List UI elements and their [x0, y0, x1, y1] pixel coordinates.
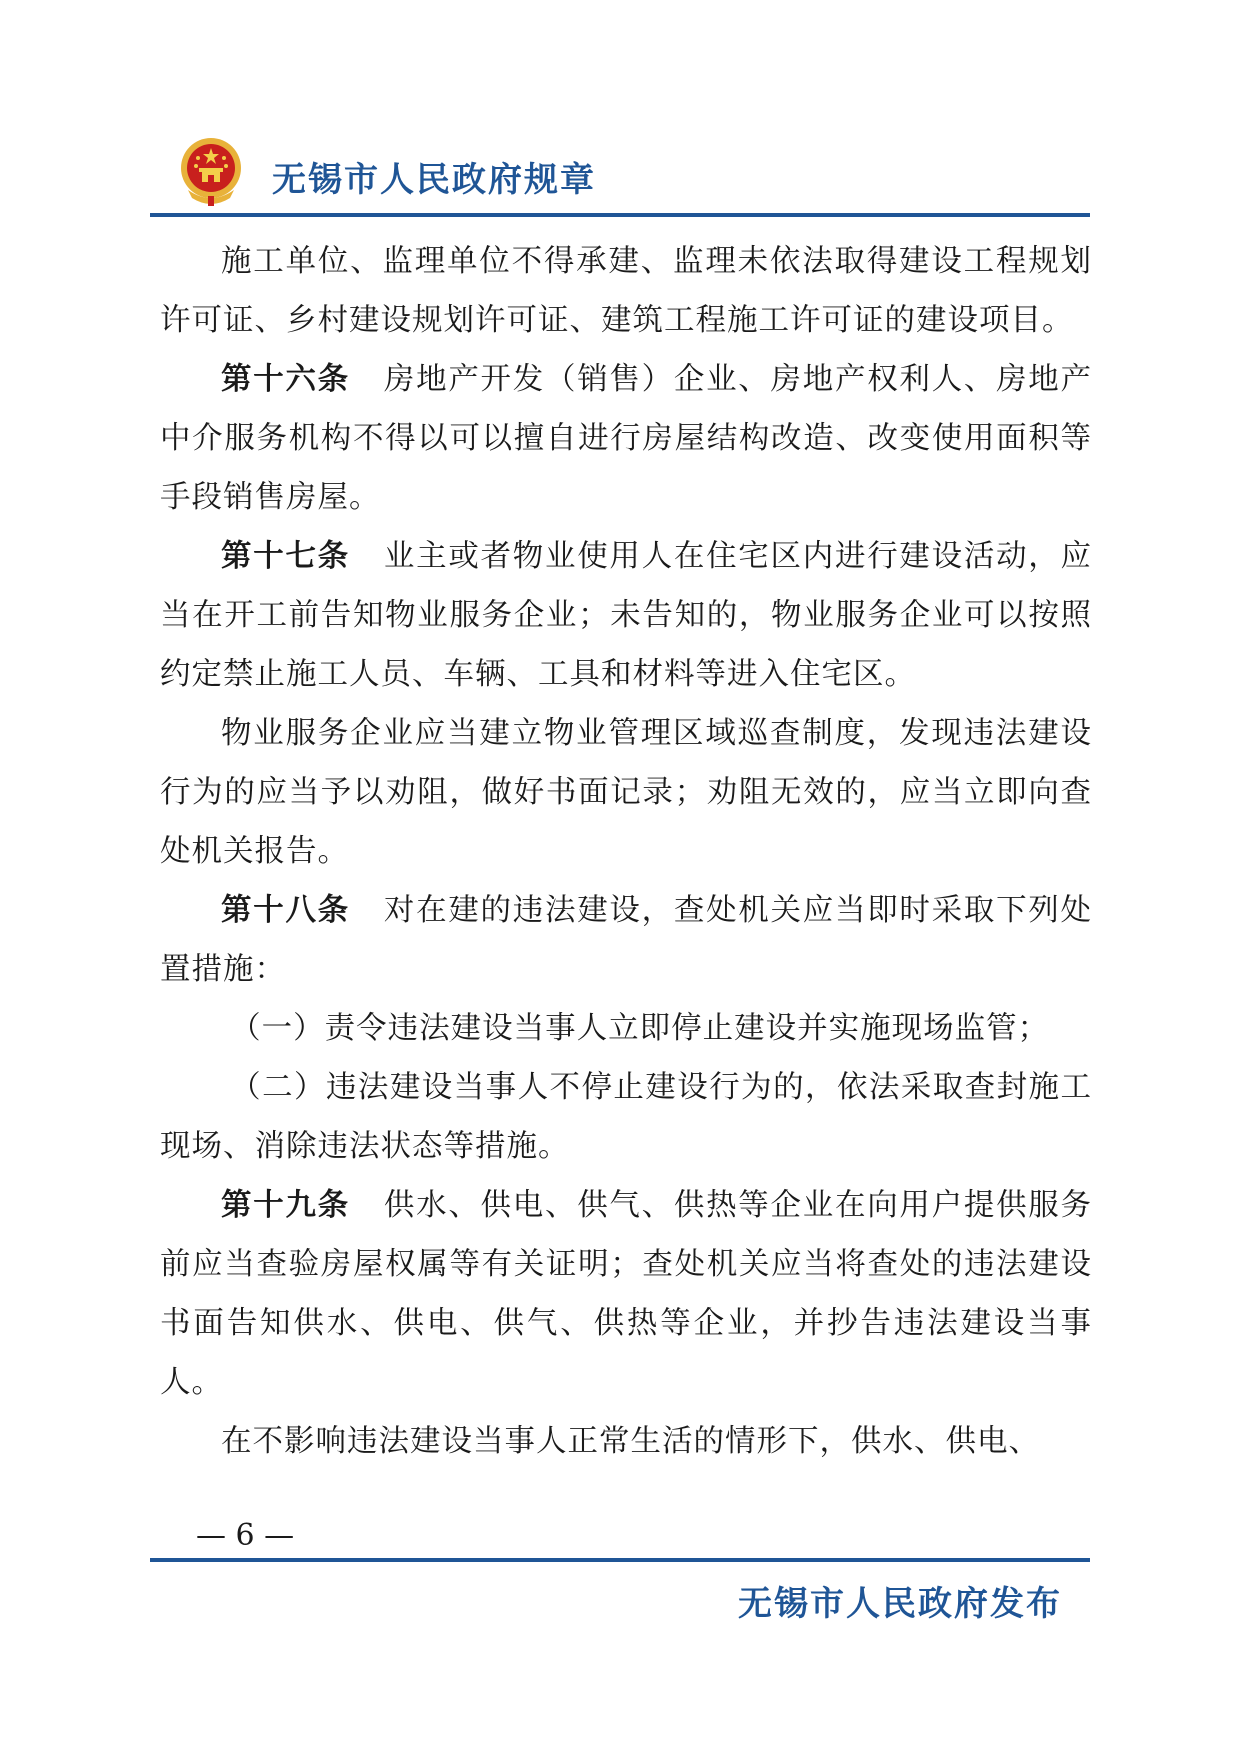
article-paragraph: [160, 350, 1092, 527]
article-number: 第十七条: [221, 539, 350, 574]
header-rule: [150, 213, 1090, 217]
paragraph-text: 对在建的违法建设，查处机关应当即时采取下列处置措施：: [160, 893, 1093, 987]
paragraph-text: （一）责令违法建设当事人立即停止建设并实施现场监管；: [230, 1011, 1050, 1046]
paragraph: [160, 704, 1092, 881]
page-header: [0, 0, 1241, 220]
paragraph: [160, 232, 1092, 350]
paragraph-text: 业主或者物业使用人在住宅区内进行建设活动，应当在开工前告知物业服务企业；未告知的，物业服务企业可以按照约定禁止施工人员、车辆、工具和材料等进入住宅区。: [160, 539, 1093, 692]
national-emblem-icon: [178, 136, 244, 208]
article-number: 第十六条: [221, 362, 350, 397]
list-item: [160, 1058, 1092, 1176]
paragraph-text: 施工单位、监理单位不得承建、监理未依法取得建设工程规划许可证、乡村建设规划许可证、建筑工程施工许可证的建设项目。: [160, 244, 1092, 338]
list-item: [160, 999, 1092, 1058]
paragraph-text: 在不影响违法建设当事人正常生活的情形下，供水、供电、: [221, 1424, 1040, 1459]
paragraph-text: 房地产开发（销售）企业、房地产权利人、房地产中介服务机构不得以可以擅自进行房屋结构改造、改变使用面积等手段销售房屋。: [160, 362, 1093, 515]
paragraph: [160, 1412, 1092, 1471]
article-paragraph: [160, 527, 1092, 704]
article-number: 第十九条: [221, 1188, 350, 1223]
article-number: 第十八条: [221, 893, 350, 928]
article-paragraph: [160, 881, 1092, 999]
paragraph-text: 物业服务企业应当建立物业管理区域巡查制度，发现违法建设行为的应当予以劝阻，做好书面记录；劝阻无效的，应当立即向查处机关报告。: [160, 716, 1092, 869]
page-number: — 6 —: [196, 1518, 295, 1553]
article-paragraph: [160, 1176, 1092, 1412]
footer-rule: [150, 1558, 1090, 1562]
paragraph-text: 供水、供电、供气、供热等企业在向用户提供服务前应当查验房屋权属等有关证明；查处机关应当将查处的违法建设书面告知供水、供电、供气、供热等企业，并抄告违法建设当事人。: [160, 1188, 1093, 1400]
paragraph-text: （二）违法建设当事人不停止建设行为的，依法采取查封施工现场、消除违法状态等措施。: [160, 1070, 1092, 1164]
footer-publisher: 无锡市人民政府发布: [738, 1584, 1062, 1624]
document-body: [160, 232, 1092, 1471]
header-title: 无锡市人民政府规章: [272, 160, 596, 200]
